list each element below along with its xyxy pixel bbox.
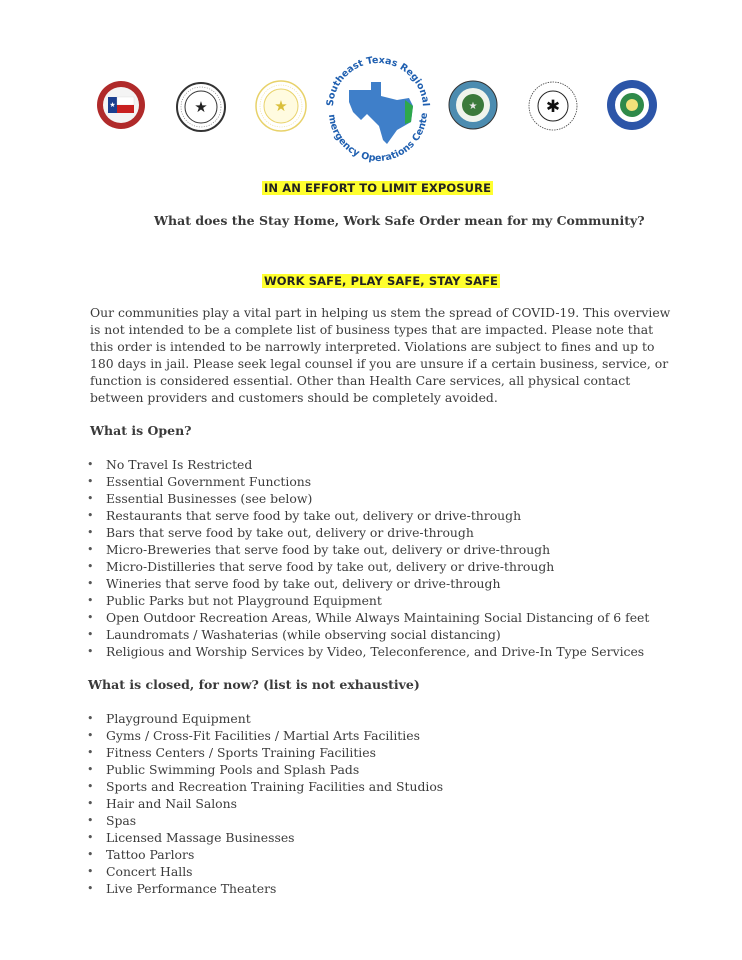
list-item [86,626,649,643]
list-item [86,575,649,592]
list-item-text: Licensed Massage Businesses [106,830,295,845]
newton-county-seal-icon [448,80,498,130]
question-heading: What does the Stay Home, Work Safe Order mean for my Community? [154,213,645,228]
list-item-text: Bars that serve food by take out, delivery or drive-through [106,525,474,540]
svg-text:Emergency Operations Center: Emergency Operations Center [311,32,431,164]
list-item-text: Restaurants that serve food by take out, delivery or drive-through [106,508,522,523]
list-item-text: Spas [106,813,137,828]
list-item-text: Hair and Nail Salons [106,796,237,811]
list-item [86,507,649,524]
bullet-icon: • [87,543,94,556]
list-item [86,524,649,541]
list-item [86,761,443,778]
list-item-text: No Travel Is Restricted [106,457,253,472]
headline-highlight: IN AN EFFORT TO LIMIT EXPOSURE [264,181,492,195]
list-item [86,609,649,626]
svg-text:★: ★ [109,101,116,109]
list-item-text: Laundromats / Washaterias (while observing social distancing) [106,627,501,642]
list-item [86,795,443,812]
list-item [86,592,649,609]
bullet-icon: • [87,797,94,810]
list-item [86,473,649,490]
bullet-icon: • [87,780,94,793]
bullet-icon: • [87,729,94,742]
list-item-text: Wineries that serve food by take out, delivery or drive-through [106,576,501,591]
svg-text:✱: ✱ [545,97,561,117]
list-item-text: Sports and Recreation Training Facilities and Studios [106,779,444,794]
list-item [86,812,443,829]
chambers-county-seal-icon [255,80,307,132]
bullet-icon: • [87,831,94,844]
list-item [86,744,443,761]
bullet-icon: • [87,509,94,522]
jefferson-county-seal-icon [96,80,146,130]
bullet-icon: • [87,848,94,861]
bullet-icon: • [87,865,94,878]
list-item-text: Tattoo Parlors [106,847,195,862]
list-item [86,558,649,575]
list-item-text: Religious and Worship Services by Video, Teleconference, and Drive-In Type Services [106,644,645,659]
intro-line: between providers and customers should be completely avoided. [90,390,498,406]
headline-exposure [262,181,493,195]
bullet-icon: • [87,814,94,827]
list-item [86,829,443,846]
headline-work-safe [262,274,500,288]
bullet-icon: • [87,577,94,590]
bullet-icon: • [87,712,94,725]
open-section-title: What is Open? [90,423,192,438]
list-item [86,846,443,863]
list-item [86,727,443,744]
seteroc-emblem [311,32,440,165]
list-item-text: Public Swimming Pools and Splash Pads [106,762,360,777]
list-item [86,880,443,897]
list-item-text: Playground Equipment [106,711,251,726]
intro-line: Our communities play a vital part in helping us stem the spread of COVID-19. This overview [90,305,671,320]
intro-paragraph [90,304,675,407]
bullet-icon: • [87,763,94,776]
bullet-icon: • [87,645,94,658]
closed-list [86,710,443,897]
bullet-icon: • [87,882,94,895]
intro-line: is not intended to be a complete list of business types that are impacted. Please note that [90,322,654,338]
list-item-text: Essential Businesses (see below) [106,491,313,506]
orange-county-seal-icon [527,80,579,132]
list-item [86,490,649,507]
intro-line: this order is intended to be narrowly interpreted. Violations are subject to fines and up to [90,339,655,355]
hardin-county-seal-icon [176,82,226,132]
closed-section-title: What is closed, for now? (list is not exhaustive) [88,677,420,692]
list-item [86,456,649,473]
svg-text:★: ★ [468,101,478,112]
svg-text:Southeast Texas Regional: Southeast Texas Regional [324,54,431,107]
list-item-text: Gyms / Cross-Fit Facilities / Martial Arts Facilities [106,728,420,743]
bullet-icon: • [87,594,94,607]
list-item-text: Concert Halls [106,864,193,879]
bullet-icon: • [87,628,94,641]
open-list [86,456,649,660]
list-item-text: Fitness Centers / Sports Training Facilities [106,745,376,760]
list-item-text: Micro-Distilleries that serve food by take out, delivery or drive-through [106,559,555,574]
bullet-icon: • [87,458,94,471]
list-item [86,863,443,880]
subheadline-highlight: WORK SAFE, PLAY SAFE, STAY SAFE [264,274,499,288]
bullet-icon: • [87,492,94,505]
list-item [86,778,443,795]
bullet-icon: • [87,746,94,759]
bullet-icon: • [87,560,94,573]
list-item-text: Open Outdoor Recreation Areas, While Always Maintaining Social Distancing of 6 feet [106,610,650,625]
list-item [86,643,649,660]
list-item-text: Essential Government Functions [106,474,312,489]
svg-text:★: ★ [274,97,288,115]
list-item [86,541,649,558]
list-item-text: Micro-Breweries that serve food by take out, delivery or drive-through [106,542,551,557]
list-item-text: Public Parks but not Playground Equipment [106,593,382,608]
intro-line: 180 days in jail. Please seek legal counsel if you are unsure if a certain business, service, or [90,356,669,372]
list-item-text: Live Performance Theaters [106,881,277,896]
bullet-icon: • [87,475,94,488]
bullet-icon: • [87,526,94,539]
svg-text:★: ★ [194,98,208,116]
tyler-county-seal-icon [606,79,658,131]
bullet-icon: • [87,611,94,624]
list-item [86,710,443,727]
intro-line: function is considered essential. Other than Health Care services, all physical contact [90,373,631,389]
